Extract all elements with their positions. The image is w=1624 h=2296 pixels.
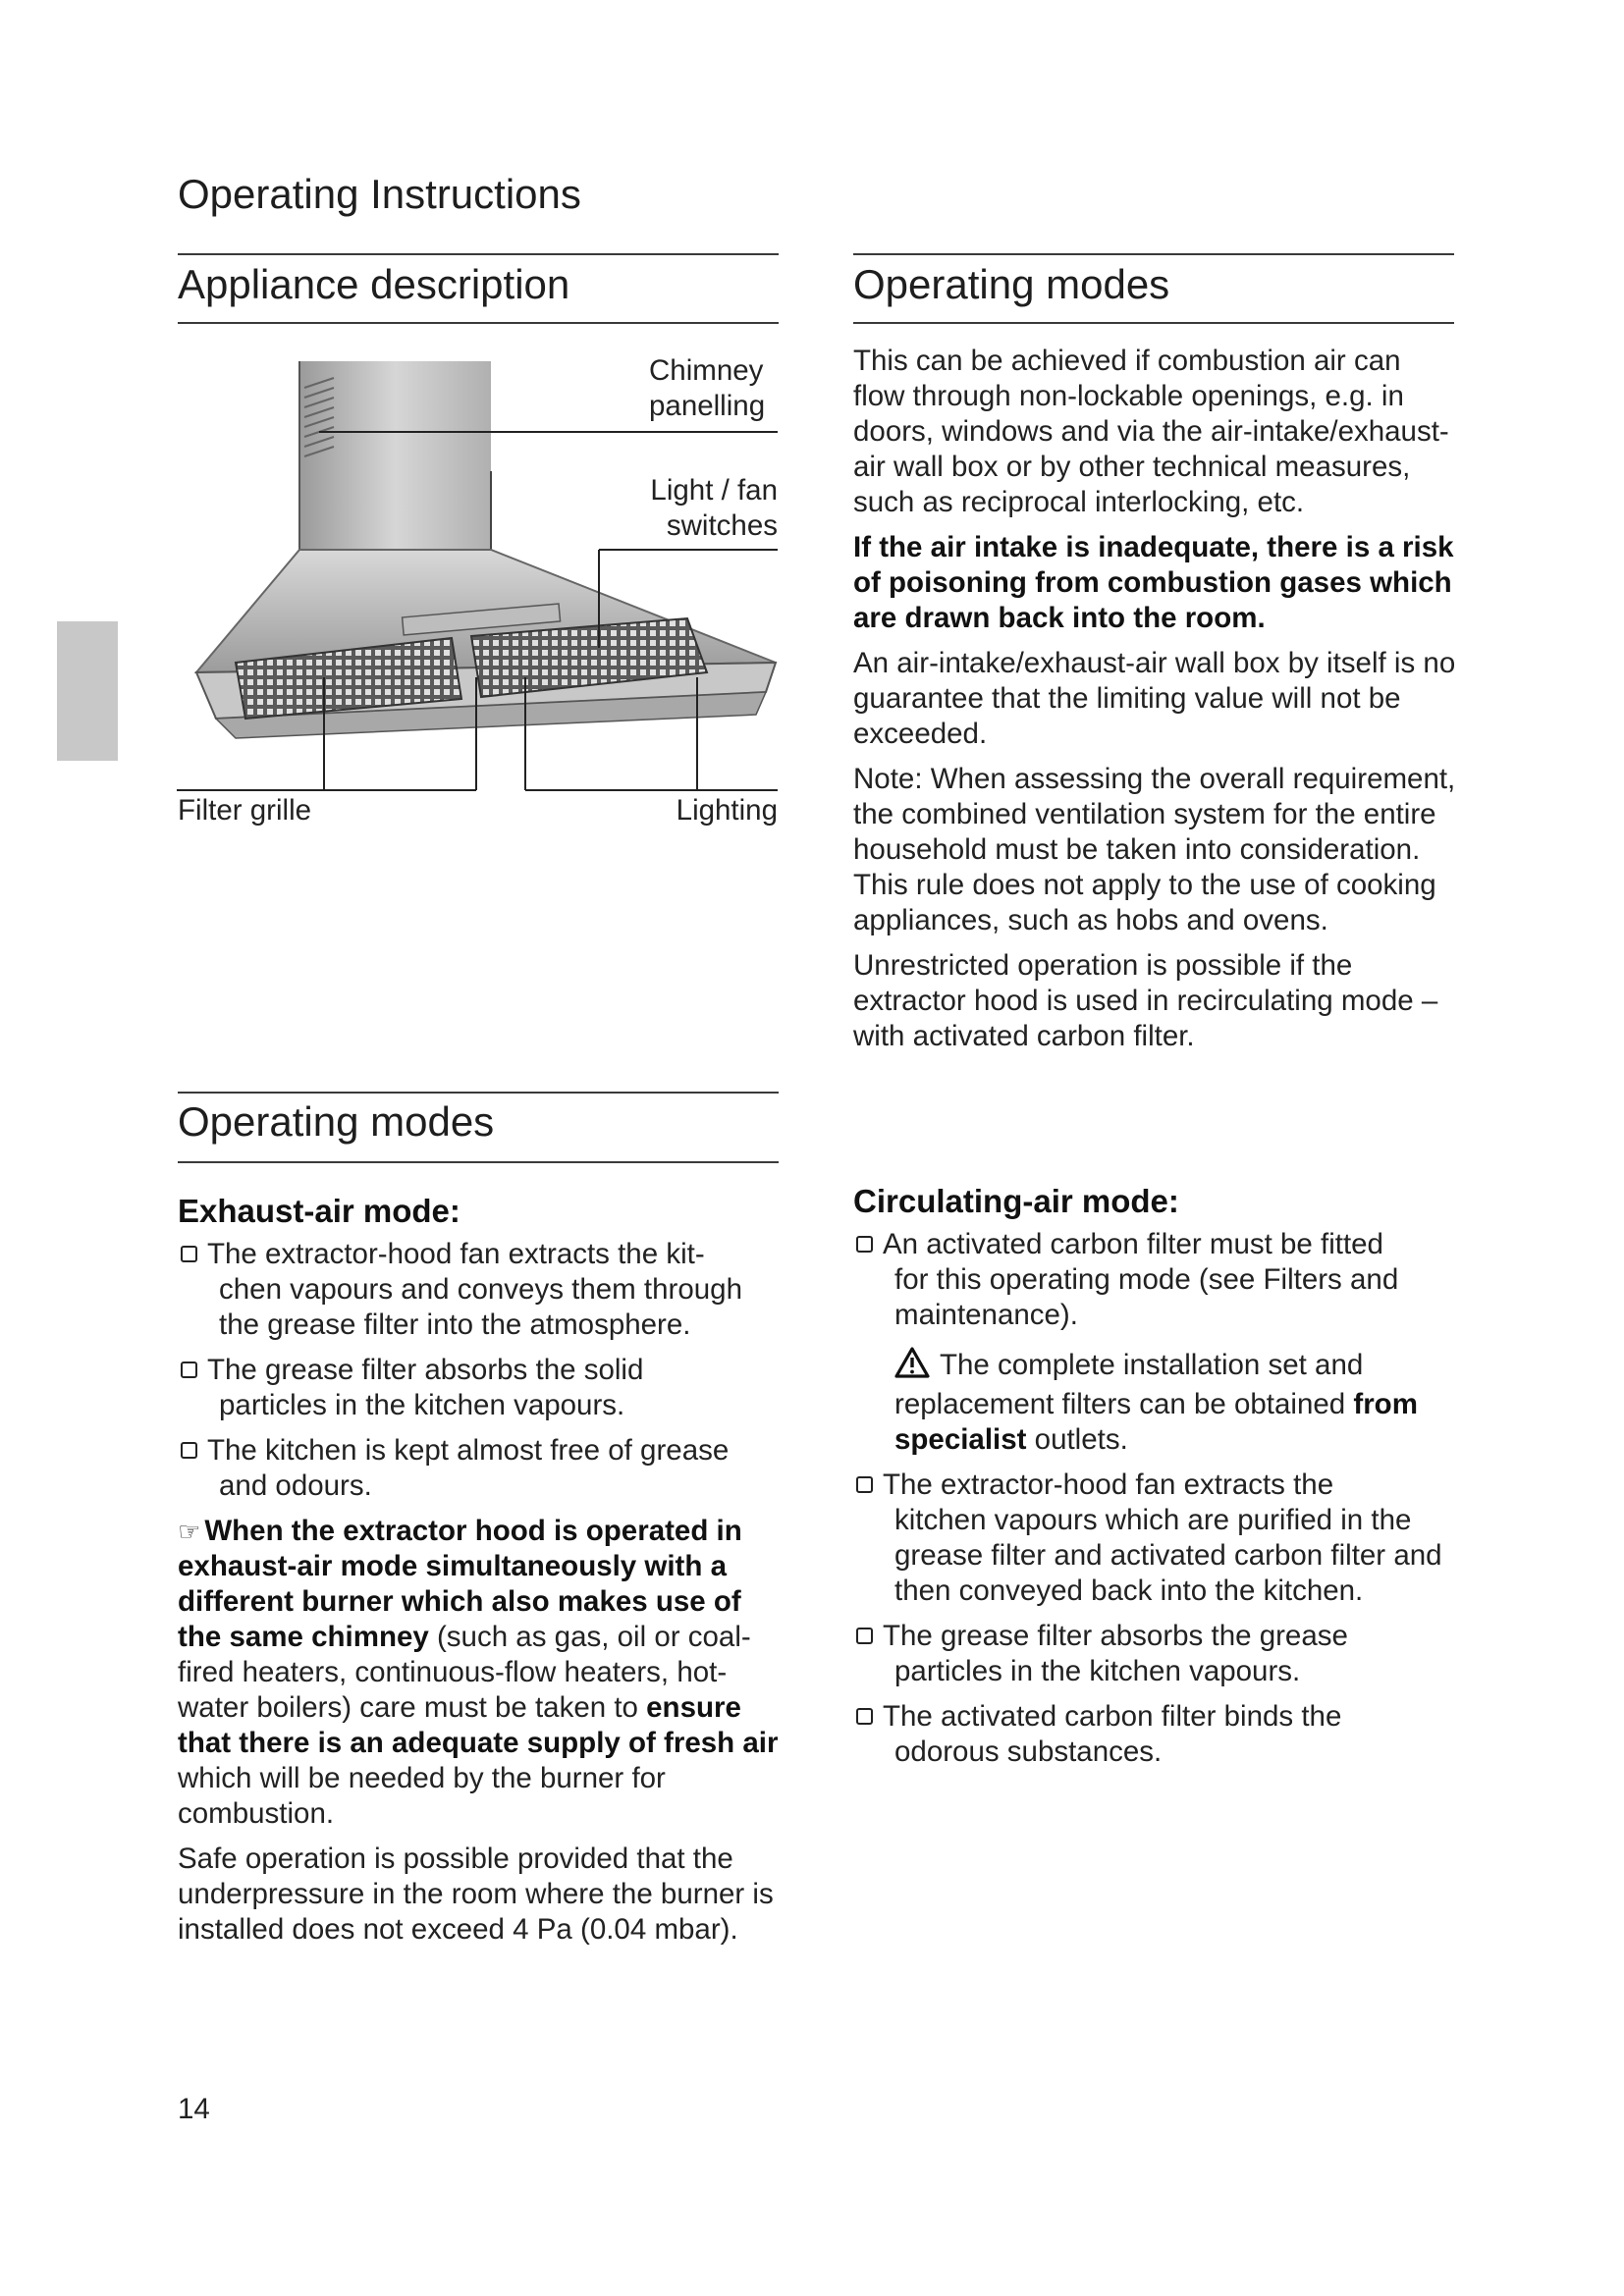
- checkbox-bullet-icon: [856, 1708, 873, 1725]
- list-item: An activated carbon filter must be fitted for this operating mode (see Filters and maintenance).: [853, 1227, 1458, 1333]
- section-title-operating-modes-right: Operating modes: [853, 261, 1170, 307]
- list-item: The grease filter absorbs the grease particles in the kitchen vapours.: [853, 1619, 1458, 1689]
- checkbox-bullet-icon: [181, 1362, 197, 1378]
- list-item: The activated carbon filter binds the odorous substances.: [853, 1699, 1458, 1770]
- label-filter-grille: Filter grille: [178, 794, 312, 827]
- exhaust-air-heading: Exhaust-air mode:: [178, 1193, 460, 1229]
- unrestricted-operation-text: Unrestricted operation is possible if the extractor hood is used in recirculating mode – with activated carbon filter.: [853, 949, 1438, 1052]
- checkbox-bullet-icon: [856, 1476, 873, 1493]
- appliance-diagram: [177, 353, 785, 844]
- page-title: Operating Instructions: [178, 171, 581, 217]
- label-chimney-panelling: Chimney panelling: [649, 354, 766, 422]
- side-tab-marker: [57, 621, 118, 761]
- right-column-body-top: [853, 344, 1458, 1064]
- rule-top-left: [178, 253, 779, 255]
- right-column-body-bottom: [853, 1184, 1458, 1780]
- chimney-note: ☞ When the extractor hood is operated in exhaust-air mode simultaneously with a different burner which also makes use of the same chimney (such as gas, oil or coal-fired heaters, continuous-flow heaters, hot-water boilers) care must be taken to ensure that there is an adequate supply of fresh air which will be needed by the burner for combustion.: [178, 1515, 779, 1830]
- combustion-air-text: This can be achieved if combustion air can flow through non-lockable openings, e.g. in doors, windows and via the air-intake/exhaust-air wall box or by other technical measures, such as reciprocal interlocking, etc.: [853, 345, 1449, 518]
- list-item: The extractor-hood fan extracts the kitchen vapours which are purified in the grease filter and activated carbon filter and then conveyed back into the kitchen.: [853, 1468, 1458, 1609]
- section-title-appliance: Appliance description: [178, 261, 570, 307]
- section-title-operating-modes-left: Operating modes: [178, 1098, 495, 1145]
- list-item: The kitchen is kept almost free of grease and odours.: [178, 1433, 783, 1504]
- circulating-air-heading: Circulating-air mode:: [853, 1183, 1179, 1219]
- label-lighting: Lighting: [676, 794, 778, 827]
- checkbox-bullet-icon: [181, 1246, 197, 1262]
- warning-triangle-icon: [894, 1347, 930, 1387]
- checkbox-bullet-icon: [856, 1236, 873, 1253]
- ventilation-note: Note: When assessing the overall requirement, the combined ventilation system for the entire household must be taken into consideration. This rule does not apply to the use of cooking appliances, such as hobs and ovens.: [853, 763, 1456, 936]
- left-column-body: [178, 1194, 783, 1957]
- pointing-hand-icon: ☞: [178, 1517, 201, 1546]
- rule-under-appliance: [178, 322, 779, 324]
- poisoning-warning: If the air intake is inadequate, there is a risk of poisoning from combustion gases which are drawn back into the room.: [853, 531, 1454, 634]
- rule-top-right: [853, 253, 1454, 255]
- list-item: The extractor-hood fan extracts the kit- chen vapours and conveys them through the grease filter into the atmosphere.: [178, 1237, 783, 1343]
- checkbox-bullet-icon: [181, 1442, 197, 1459]
- chimney-shape: [299, 361, 491, 558]
- range-hood-illustration: [177, 353, 785, 844]
- safe-operation-text: Safe operation is possible provided that the underpressure in the room where the burner is installed does not exceed 4 Pa (0.04 mbar).: [178, 1842, 774, 1946]
- rule-under-operating-modes-left: [178, 1161, 779, 1163]
- page-number: 14: [178, 2093, 210, 2125]
- rule-under-operating-modes-right: [853, 322, 1454, 324]
- specialist-notice: The complete installation set and replacement filters can be obtained from specialist outlets.: [894, 1349, 1418, 1456]
- rule-top-left-2: [178, 1092, 779, 1094]
- label-light-fan-switches: Light / fan switches: [650, 474, 778, 542]
- wall-box-text: An air-intake/exhaust-air wall box by itself is no guarantee that the limiting value will not be exceeded.: [853, 647, 1456, 750]
- list-item: The grease filter absorbs the solid particles in the kitchen vapours.: [178, 1353, 783, 1423]
- checkbox-bullet-icon: [856, 1628, 873, 1644]
